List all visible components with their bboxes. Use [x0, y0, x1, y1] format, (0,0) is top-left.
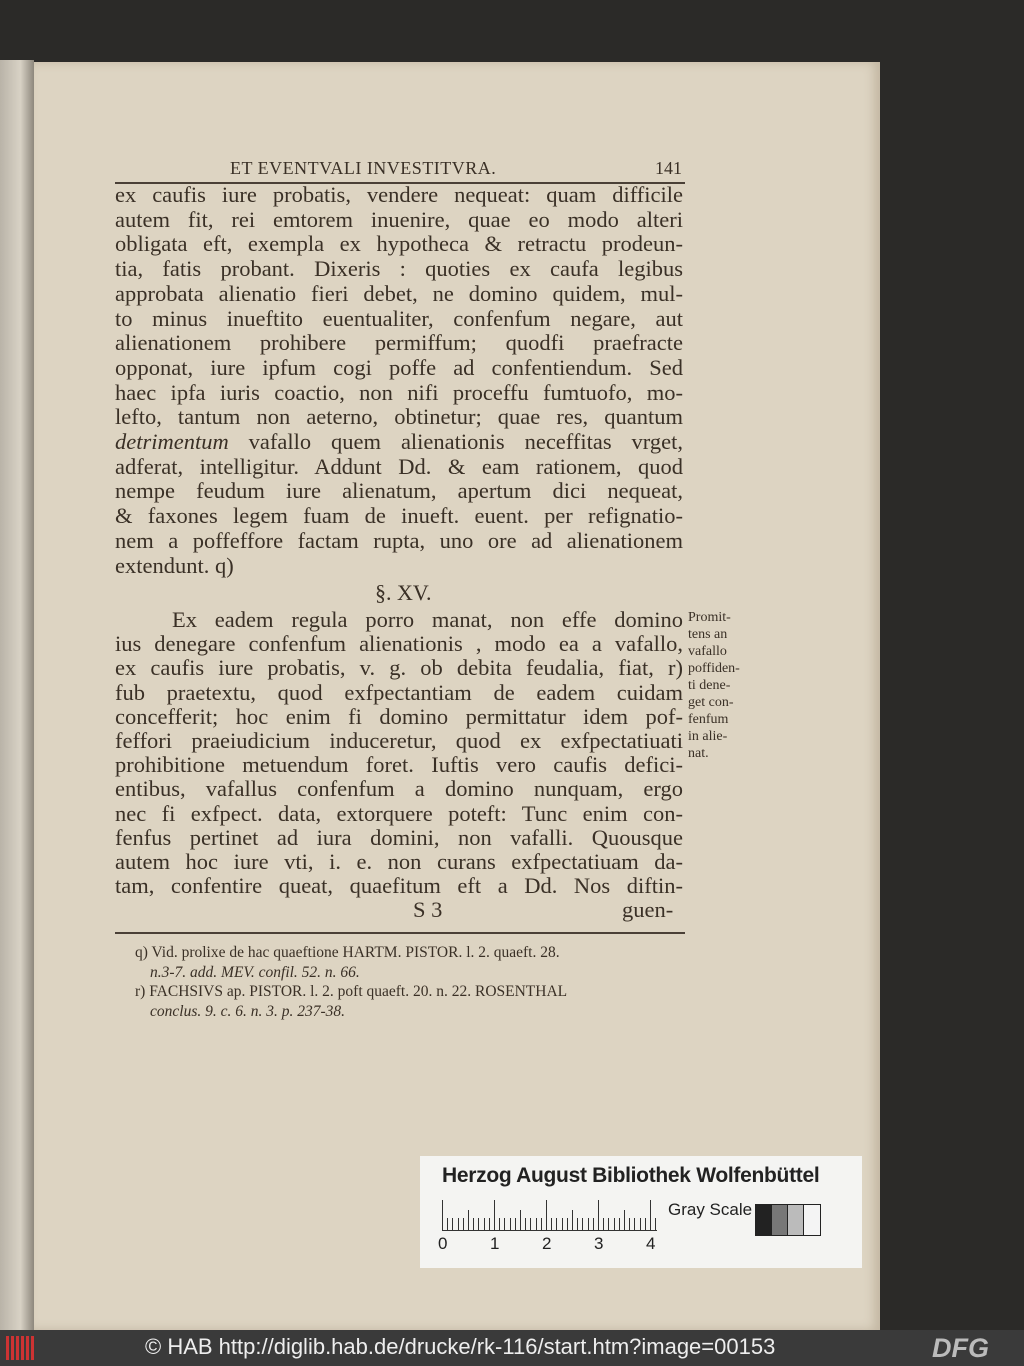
- catchword: guen-: [622, 897, 674, 922]
- ruler-tick: [582, 1218, 583, 1230]
- text-line: opponat, iure ipfum cogi poffe ad confentiendum. Sed: [115, 354, 683, 380]
- margin-note-line: vafallo: [688, 644, 727, 659]
- ruler-tick: [478, 1218, 479, 1230]
- ruler-tick: [614, 1218, 615, 1230]
- margin-note-line: get con-: [688, 695, 734, 710]
- footnote-line: q) Vid. prolixe de hac quaeftione HARTM. PISTOR. l. 2. quaeft. 28.: [135, 944, 560, 961]
- ruler-label: 0: [438, 1234, 448, 1253]
- ruler-tick: [499, 1218, 500, 1230]
- ruler-tick: [536, 1218, 537, 1230]
- ruler-tick: [567, 1218, 568, 1230]
- text-line: fenfus pertinet ad iura domini, non vafalli. Quousque: [115, 824, 683, 850]
- ruler-tick: [603, 1218, 604, 1230]
- ruler-tick: [468, 1210, 469, 1230]
- signature-mark: S 3: [413, 897, 443, 922]
- ruler-tick: [593, 1218, 594, 1230]
- margin-note-line: in alie-: [688, 729, 728, 744]
- running-title: ET EVENTVALI INVESTITVRA.: [230, 158, 497, 178]
- ruler-tick: [530, 1218, 531, 1230]
- ruler-tick: [525, 1218, 526, 1230]
- margin-note-line: ti dene-: [688, 678, 731, 693]
- text-line: haec ipfa iuris coactio, non nifi proceffu fumtuofo, mo-: [115, 379, 683, 405]
- ruler-tick: [598, 1200, 599, 1230]
- text-line: prohibitione metuendum foret. Iuftis vero caufis defici-: [115, 752, 683, 778]
- text-line: ex caufis iure probatis, vendere nequeat: quam difficile: [115, 182, 683, 207]
- ruler-tick: [510, 1218, 511, 1230]
- text-line: to minus inueftito euentualiter, confenfum negare, aut: [115, 305, 683, 331]
- ruler-tick: [463, 1218, 464, 1230]
- ruler-tick: [447, 1218, 448, 1230]
- ruler-tick: [577, 1218, 578, 1230]
- ruler-tick: [484, 1218, 485, 1230]
- copyright-link[interactable]: © HAB http://diglib.hab.de/drucke/rk-116/start.htm?image=00153: [145, 1334, 776, 1359]
- card-title: Herzog August Bibliothek Wolfenbüttel: [442, 1164, 820, 1187]
- text-line: nempe feudum iure alienatum, apertum dici nequeat,: [115, 478, 683, 504]
- ruler-tick: [655, 1218, 656, 1230]
- text-line: tia, fatis probant. Dixeris : quoties ex caufa legibus: [115, 256, 683, 282]
- ruler-tick: [608, 1218, 609, 1230]
- text-line: alienationem prohibere permiffum; quodfi praefracte: [115, 330, 683, 356]
- footer-bar: [0, 1330, 1024, 1366]
- section-heading: §. XV.: [375, 580, 432, 605]
- ruler-label: 1: [490, 1234, 500, 1253]
- text-line: entibus, vafallus confenfum a domino nunquam, ergo: [115, 776, 683, 802]
- text-line: concefferit; hoc enim fi domino permittatur idem pof-: [115, 703, 683, 729]
- ruler-tick: [551, 1218, 552, 1230]
- ruler-label: 2: [542, 1234, 552, 1253]
- text-line: Ex eadem regula porro manat, non effe domino: [172, 607, 683, 632]
- text-line: & faxones legem fuam de inueft. euent. per refignatio-: [115, 503, 683, 529]
- text-line: lefto, tantum non aeterno, obtinetur; quae res, quantum: [115, 404, 683, 430]
- ruler-tick: [640, 1218, 641, 1230]
- ruler-tick: [556, 1218, 557, 1230]
- text-line: tam, confentire queat, quaefitum eft a Dd. Nos diftin-: [115, 873, 683, 899]
- text-line: feffori praeiudicium induceretur, quod ex exfpectatiuati: [115, 728, 683, 753]
- ruler-tick: [562, 1218, 563, 1230]
- ruler-tick: [572, 1210, 573, 1230]
- text-line: detrimentum vafallo quem alienationis neceffitas vrget,: [115, 429, 683, 454]
- ruler-tick: [629, 1218, 630, 1230]
- scale-ruler: [442, 1200, 657, 1231]
- ruler-tick: [489, 1218, 490, 1230]
- facing-page-edge: [0, 60, 34, 1330]
- text-line: ius denegare confenfum alienationis , modo ea a vafallo,: [115, 631, 683, 657]
- text-line: fub praetextu, quod exfpectantiam de eadem cuidam: [115, 679, 683, 705]
- ruler-label: 3: [594, 1234, 604, 1253]
- color-calibration-card: [420, 1156, 862, 1268]
- page-number: 141: [655, 158, 682, 178]
- text-line: nem a poffeffore factam rupta, uno ore ad alienationem: [115, 527, 683, 553]
- margin-note-line: tens an: [688, 627, 728, 642]
- ruler-tick: [624, 1210, 625, 1230]
- text-line: autem fit, rei emtorem inuenire, quae eo modo alteri: [115, 206, 683, 232]
- gray-scale-label: Gray Scale: [668, 1200, 753, 1219]
- ruler-tick: [504, 1218, 505, 1230]
- ruler-tick: [442, 1200, 443, 1230]
- text-line: approbata alienatio fieri debet, ne domino quidem, mul-: [115, 280, 683, 306]
- footnote-line: conclus. 9. c. 6. n. 3. p. 237-38.: [150, 1002, 346, 1020]
- gray-patch: [803, 1204, 821, 1236]
- footnote-line: n.3-7. add. MEV. confil. 52. n. 66.: [150, 963, 360, 981]
- ruler-tick: [494, 1200, 495, 1230]
- ruler-tick: [541, 1218, 542, 1230]
- margin-note-line: fenfum: [688, 712, 729, 727]
- margin-note-line: poffiden-: [688, 661, 740, 676]
- ruler-tick: [452, 1218, 453, 1230]
- ruler-tick: [650, 1200, 651, 1230]
- ruler-tick: [520, 1210, 521, 1230]
- margin-note-line: Promit-: [688, 610, 731, 625]
- text-line: autem hoc iure vti, i. e. non curans exfpectatiuam da-: [115, 849, 683, 874]
- text-line: adferat, intelligitur. Addunt Dd. & eam rationem, quod: [115, 453, 683, 479]
- ruler-tick: [619, 1218, 620, 1230]
- hab-logo-icon: [6, 1336, 34, 1360]
- ruler-tick: [634, 1218, 635, 1230]
- ruler-label: 4: [646, 1234, 656, 1253]
- margin-note-line: nat.: [688, 746, 709, 761]
- ruler-tick: [515, 1218, 516, 1230]
- ruler-tick: [473, 1218, 474, 1230]
- text-line: extendunt. q): [115, 552, 234, 578]
- text-line: obligata eft, exempla ex hypotheca & retractu prodeun-: [115, 231, 683, 257]
- ruler-tick: [588, 1218, 589, 1230]
- text-line: ex caufis iure probatis, v. g. ob debita feudalia, fiat, r): [115, 655, 683, 681]
- footnote-line: r) FACHSIVS ap. PISTOR. l. 2. poft quaeft. 20. n. 22. ROSENTHAL: [135, 983, 568, 1000]
- footnote-rule: [115, 932, 685, 934]
- dfg-logo: DFG: [932, 1333, 989, 1363]
- text-line: nec fi exfpect. data, extorquere poteft: Tunc enim con-: [115, 800, 683, 826]
- ruler-tick: [645, 1218, 646, 1230]
- ruler-tick: [546, 1200, 547, 1230]
- ruler-tick: [458, 1218, 459, 1230]
